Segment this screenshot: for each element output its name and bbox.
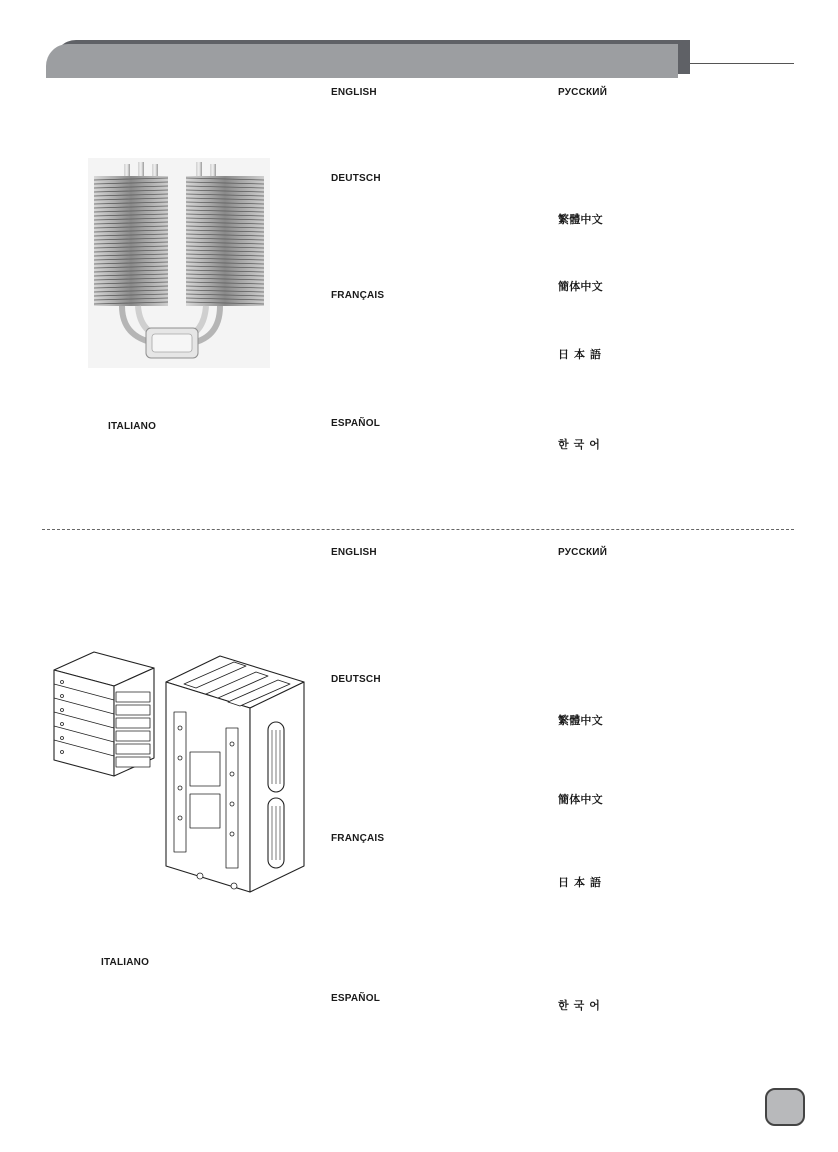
label-italiano: ITALIANO	[108, 421, 157, 432]
label-deutsch-2: DEUTSCH	[331, 674, 381, 685]
header-band	[46, 40, 690, 78]
label-trad-chinese-2: 繁體中文	[558, 715, 603, 727]
label-korean: 한국어	[558, 439, 605, 451]
label-japanese-2: 日本語	[558, 877, 606, 889]
section-divider	[42, 529, 794, 530]
label-russian-2: РУССКИЙ	[558, 547, 608, 558]
label-english: ENGLISH	[331, 87, 377, 98]
label-italiano-2: ITALIANO	[101, 957, 150, 968]
label-francais: FRANÇAIS	[331, 290, 385, 301]
label-korean-2: 한국어	[558, 1000, 605, 1012]
label-simp-chinese-2: 簡体中文	[558, 794, 603, 806]
label-english-2: ENGLISH	[331, 547, 377, 558]
header-band-face	[46, 44, 678, 78]
label-japanese: 日本語	[558, 349, 606, 361]
label-russian: РУССКИЙ	[558, 87, 608, 98]
cpu-cooler-image	[88, 158, 270, 368]
header-rule	[690, 63, 794, 64]
drive-cage-image	[50, 648, 312, 900]
label-trad-chinese: 繁體中文	[558, 214, 603, 226]
label-francais-2: FRANÇAIS	[331, 833, 385, 844]
label-espanol: ESPAÑOL	[331, 418, 380, 429]
page-number-box	[765, 1088, 805, 1126]
label-espanol-2: ESPAÑOL	[331, 993, 380, 1004]
label-deutsch: DEUTSCH	[331, 173, 381, 184]
label-simp-chinese: 簡体中文	[558, 281, 603, 293]
